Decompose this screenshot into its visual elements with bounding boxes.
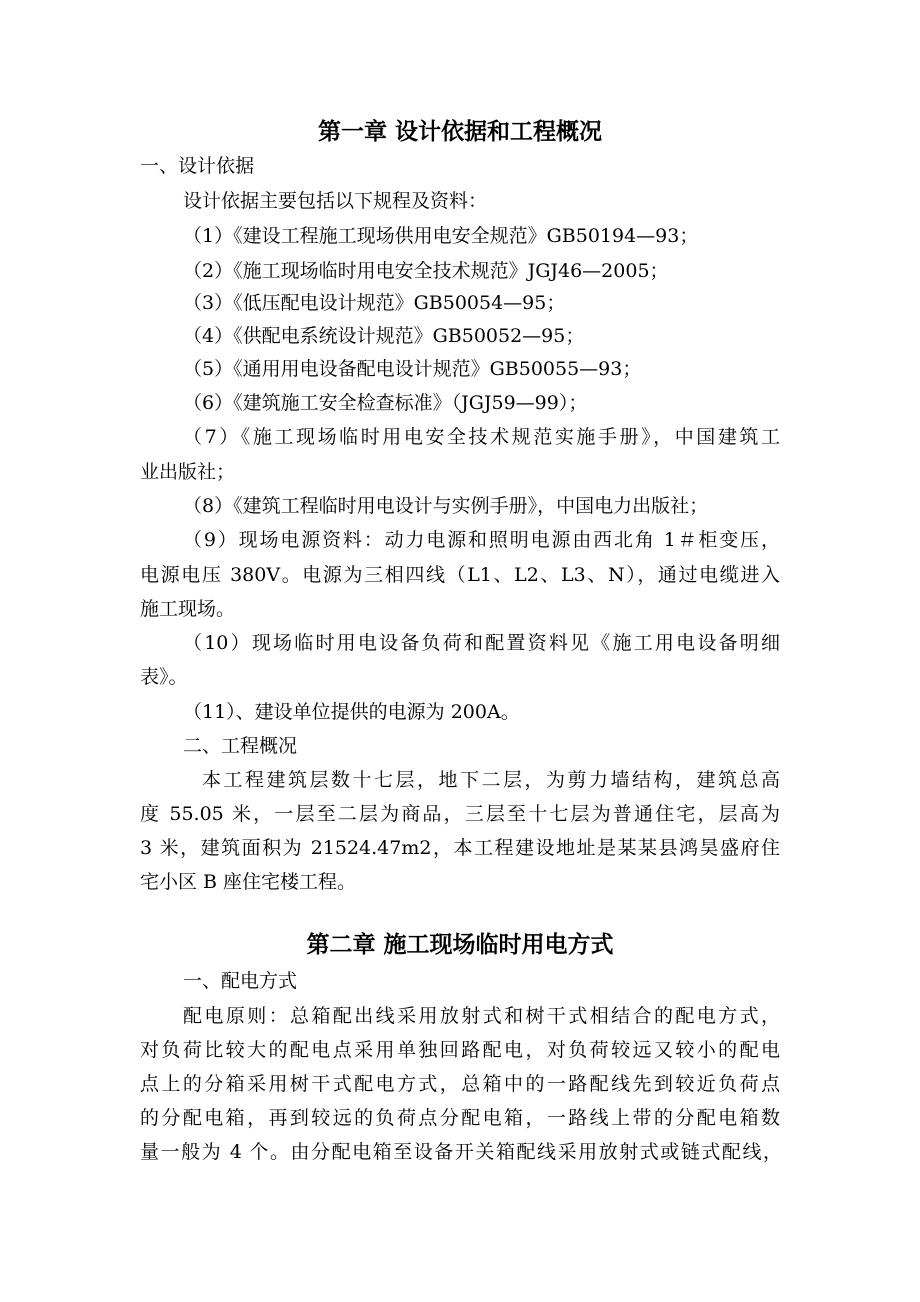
basis-item-10-line-1: （10）现场临时用电设备负荷和配置资料见《施工用电设备明细 [183,632,780,654]
basis-item-5: （5）《通用用电设备配电设计规范》GB50055—93； [183,358,642,380]
design-basis-intro: 设计依据主要包括以下规程及资料： [183,190,488,212]
basis-item-10-line-2: 表》。 [140,666,188,688]
basis-item-7-line-2: 业出版社； [140,461,236,483]
basis-item-8: （8）《建筑工程临时用电设计与实例手册》，中国电力出版社； [183,495,709,517]
section-heading-distribution-method: 一、配电方式 [183,970,298,992]
basis-item-9-line-3: 施工现场。 [140,598,236,620]
distribution-line-3: 点上的分箱采用树干式配电方式，总箱中的一路配线先到较近负荷点 [140,1073,780,1095]
overview-line-2: 度 55.05 米，一层至二层为商品，三层至十七层为普通住宅，层高为 [140,803,780,825]
distribution-line-1: 配电原则：总箱配出线采用放射式和树干式相结合的配电方式， [183,1005,780,1027]
basis-item-2: （2）《施工现场临时用电安全技术规范》JGJ46—2005； [183,260,669,282]
basis-item-6: （6）《建筑施工安全检查标准》（JGJ59—99）； [183,392,588,414]
distribution-line-5: 量一般为 4 个。由分配电箱至设备开关箱配线采用放射式或链式配线， [140,1141,782,1163]
basis-item-7-line-1: （7）《施工现场临时用电安全技术规范实施手册》，中国建筑工 [183,426,780,448]
basis-item-1: （1）《建设工程施工现场供用电安全规范》GB50194—93； [183,225,699,247]
distribution-line-2: 对负荷比较大的配电点采用单独回路配电，对负荷较远又较小的配电 [140,1039,780,1061]
basis-item-3: （3）《低压配电设计规范》GB50054—95； [183,292,566,314]
distribution-line-4: 的分配电箱，再到较远的负荷点分配电箱，一路线上带的分配电箱数 [140,1107,780,1129]
section-heading-design-basis: 一、设计依据 [140,155,255,177]
basis-item-4: （4）《供配电系统设计规范》GB50052—95； [183,325,585,347]
basis-item-9-line-2: 电源电压 380V。电源为三相四线（L1、L2、L3、N），通过电缆进入 [140,564,780,586]
section-heading-project-overview: 二、工程概况 [183,735,298,757]
overview-line-1: 本工程建筑层数十七层，地下二层，为剪力墙结构，建筑总高 [202,769,780,791]
chapter-2-title: 第二章 施工现场临时用电方式 [306,932,614,958]
basis-item-9-line-1: （9）现场电源资料：动力电源和照明电源由西北角 1＃柜变压， [183,529,780,551]
overview-line-3: 3 米，建筑面积为 21524.47m2，本工程建设地址是某某县鸿昊盛府住 [140,837,780,859]
basis-item-11: （11）、建设单位提供的电源为 200A。 [183,701,520,723]
overview-line-4: 宅小区 B 座住宅楼工程。 [140,871,357,893]
chapter-1-title: 第一章 设计依据和工程概况 [317,119,602,145]
